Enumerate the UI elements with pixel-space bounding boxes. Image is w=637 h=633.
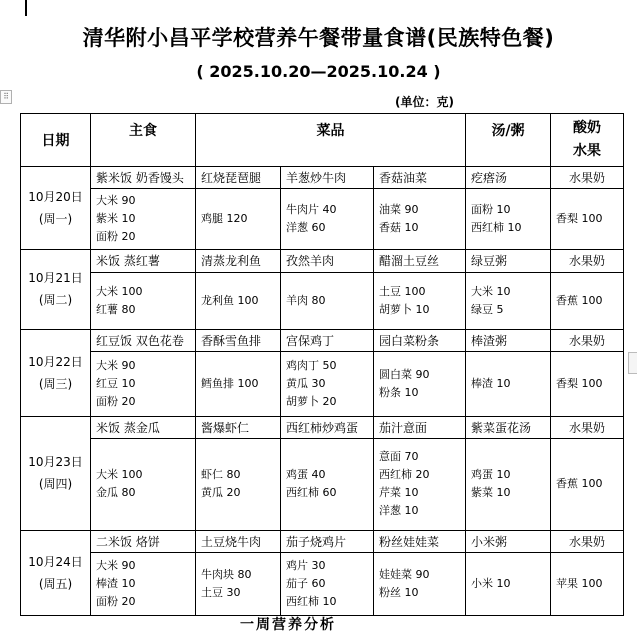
ingredient-line: 圆白菜 90 xyxy=(379,367,430,381)
ingredient-line: 西红柿 10 xyxy=(286,594,337,608)
dish-name: 土豆烧牛肉 xyxy=(196,530,281,552)
dish-name: 紫菜蛋花汤 xyxy=(466,416,551,438)
dish-ingredients xyxy=(466,272,551,329)
ingredient-line: 金瓜 80 xyxy=(96,486,136,500)
day-name-row xyxy=(21,530,624,552)
page-title: 清华附小昌平学校营养午餐带量食谱(民族特色餐) xyxy=(82,26,555,50)
ingredient-line: 牛肉片 40 xyxy=(286,203,337,217)
ingredient-line: 龙利鱼 100 xyxy=(201,293,259,307)
ingredient-line: 鸡片 30 xyxy=(286,558,326,572)
ingredient-line: 面粉 20 xyxy=(96,394,136,408)
ingredient-line: 意面 70 xyxy=(379,450,419,464)
dish-ingredients xyxy=(281,552,374,615)
dish-name: 羊葱炒牛肉 xyxy=(281,167,374,189)
header-milk-fruit: 酸奶 水果 xyxy=(551,114,624,167)
ingredient-line: 紫米 10 xyxy=(96,212,136,226)
dish-ingredients xyxy=(196,552,281,615)
dish-ingredients xyxy=(466,189,551,250)
menu-body xyxy=(21,167,624,616)
dish-ingredients xyxy=(374,552,466,615)
dish-name: 米饭 蒸金瓜 xyxy=(91,416,196,438)
day-cell xyxy=(21,416,91,530)
ingredient-line: 大米 10 xyxy=(471,284,511,298)
ingredient-line: 土豆 30 xyxy=(201,585,241,599)
day-ingredient-row xyxy=(21,552,624,615)
ingredient-line: 面粉 20 xyxy=(96,230,136,244)
day-ingredient-row xyxy=(21,189,624,250)
menu-table xyxy=(20,113,624,616)
ingredient-line: 西红柿 10 xyxy=(471,221,522,235)
ingredient-line: 娃娃菜 90 xyxy=(379,567,430,581)
dish-ingredients xyxy=(281,439,374,530)
ingredient-line: 大米 100 xyxy=(96,284,143,298)
text-cursor xyxy=(25,0,27,16)
ingredient-line: 胡萝卜 20 xyxy=(286,394,337,408)
day-name-row xyxy=(21,416,624,438)
day-date: 10月23日 xyxy=(28,455,83,470)
ingredient-line: 棒渣 10 xyxy=(96,576,136,590)
dish-name: 疙瘩汤 xyxy=(466,167,551,189)
dish-ingredients xyxy=(374,351,466,416)
day-weekday: (周一) xyxy=(38,212,73,227)
dish-ingredients xyxy=(91,272,196,329)
dish-ingredients xyxy=(551,351,624,416)
dish-ingredients xyxy=(196,439,281,530)
ingredient-line: 小米 10 xyxy=(471,576,511,590)
dish-ingredients xyxy=(374,439,466,530)
footer-partial-heading: 一周营养分析 xyxy=(240,617,336,633)
dish-name: 粉丝娃娃菜 xyxy=(374,530,466,552)
ingredient-line: 香蕉 100 xyxy=(556,293,603,307)
dish-name: 茄子烧鸡片 xyxy=(281,530,374,552)
dish-name: 红烧琵琶腿 xyxy=(196,167,281,189)
ingredient-line: 棒渣 10 xyxy=(471,376,511,390)
dish-ingredients xyxy=(374,272,466,329)
ingredient-line: 红薯 80 xyxy=(96,302,136,316)
dish-ingredients xyxy=(91,189,196,250)
ingredient-line: 芹菜 10 xyxy=(379,486,419,500)
dish-ingredients xyxy=(466,439,551,530)
dish-ingredients xyxy=(551,189,624,250)
dish-ingredients xyxy=(91,552,196,615)
ingredient-line: 虾仁 80 xyxy=(201,468,241,482)
dish-ingredients xyxy=(466,552,551,615)
dish-ingredients xyxy=(91,439,196,530)
ingredient-line: 紫菜 10 xyxy=(471,486,511,500)
dish-name: 香菇油菜 xyxy=(374,167,466,189)
ingredient-line: 鳕鱼排 100 xyxy=(201,376,259,390)
side-scroll-handle[interactable] xyxy=(628,352,637,374)
ingredient-line: 洋葱 60 xyxy=(286,221,326,235)
header-soup: 汤/粥 xyxy=(466,114,551,167)
table-move-handle-icon[interactable]: ⠿ xyxy=(0,90,12,104)
dish-ingredients xyxy=(281,189,374,250)
ingredient-line: 鸡蛋 10 xyxy=(471,468,511,482)
ingredient-line: 大米 100 xyxy=(96,468,143,482)
dish-name: 香酥雪鱼排 xyxy=(196,329,281,351)
dish-name: 水果奶 xyxy=(551,530,624,552)
day-cell xyxy=(21,530,91,615)
dish-name: 孜然羊肉 xyxy=(281,250,374,272)
day-name-row xyxy=(21,329,624,351)
ingredient-line: 鸡肉丁 50 xyxy=(286,358,337,372)
ingredient-line: 土豆 100 xyxy=(379,284,426,298)
ingredient-line: 茄子 60 xyxy=(286,576,326,590)
ingredient-line: 洋葱 10 xyxy=(379,504,419,518)
ingredient-line: 大米 90 xyxy=(96,358,136,372)
ingredient-line: 面粉 20 xyxy=(96,594,136,608)
dish-ingredients xyxy=(374,189,466,250)
dish-name: 棒渣粥 xyxy=(466,329,551,351)
dish-name: 水果奶 xyxy=(551,416,624,438)
date-range: ( 2025.10.20—2025.10.24 ) xyxy=(196,62,441,81)
dish-name: 水果奶 xyxy=(551,250,624,272)
day-weekday: (周五) xyxy=(38,576,73,591)
unit-label: (单位：克) xyxy=(395,95,454,109)
dish-name: 茄汁意面 xyxy=(374,416,466,438)
ingredient-line: 油菜 90 xyxy=(379,203,419,217)
day-date: 10月24日 xyxy=(28,554,83,569)
dish-ingredients xyxy=(196,351,281,416)
day-ingredient-row xyxy=(21,272,624,329)
day-weekday: (周三) xyxy=(38,376,73,391)
ingredient-line: 香梨 100 xyxy=(556,212,603,226)
header-date: 日期 xyxy=(21,114,91,167)
dish-ingredients xyxy=(196,272,281,329)
ingredient-line: 羊肉 80 xyxy=(286,293,326,307)
day-cell xyxy=(21,329,91,416)
ingredient-line: 西红柿 20 xyxy=(379,468,430,482)
header-dishes: 菜品 xyxy=(196,114,466,167)
dish-name: 紫米饭 奶香馒头 xyxy=(91,167,196,189)
day-ingredient-row xyxy=(21,351,624,416)
ingredient-line: 香蕉 100 xyxy=(556,477,603,491)
ingredient-line: 胡萝卜 10 xyxy=(379,302,430,316)
dish-name: 水果奶 xyxy=(551,167,624,189)
dish-ingredients xyxy=(196,189,281,250)
day-cell xyxy=(21,167,91,250)
day-name-row xyxy=(21,250,624,272)
day-weekday: (周四) xyxy=(38,477,73,492)
dish-ingredients xyxy=(551,552,624,615)
ingredient-line: 粉丝 10 xyxy=(379,585,419,599)
ingredient-line: 粉条 10 xyxy=(379,385,419,399)
dish-name: 水果奶 xyxy=(551,329,624,351)
ingredient-line: 苹果 100 xyxy=(556,576,603,590)
ingredient-line: 面粉 10 xyxy=(471,203,511,217)
day-name-row xyxy=(21,167,624,189)
day-date: 10月20日 xyxy=(28,190,83,205)
dish-name: 西红柿炒鸡蛋 xyxy=(281,416,374,438)
day-date: 10月22日 xyxy=(28,354,83,369)
day-weekday: (周二) xyxy=(38,293,73,308)
ingredient-line: 牛肉块 80 xyxy=(201,567,252,581)
ingredient-line: 大米 90 xyxy=(96,558,136,572)
dish-name: 酱爆虾仁 xyxy=(196,416,281,438)
dish-ingredients xyxy=(281,272,374,329)
dish-name: 宫保鸡丁 xyxy=(281,329,374,351)
ingredient-line: 香梨 100 xyxy=(556,376,603,390)
dish-name: 二米饭 烙饼 xyxy=(91,530,196,552)
dish-name: 绿豆粥 xyxy=(466,250,551,272)
dish-ingredients xyxy=(551,272,624,329)
dish-name: 米饭 蒸红薯 xyxy=(91,250,196,272)
ingredient-line: 西红柿 60 xyxy=(286,486,337,500)
ingredient-line: 鸡腿 120 xyxy=(201,212,248,226)
ingredient-line: 红豆 10 xyxy=(96,376,136,390)
ingredient-line: 绿豆 5 xyxy=(471,302,504,316)
dish-name: 小米粥 xyxy=(466,530,551,552)
dish-name: 醋溜土豆丝 xyxy=(374,250,466,272)
dish-ingredients xyxy=(551,439,624,530)
header-staple: 主食 xyxy=(91,114,196,167)
day-ingredient-row xyxy=(21,439,624,530)
ingredient-line: 大米 90 xyxy=(96,194,136,208)
day-date: 10月21日 xyxy=(28,271,83,286)
ingredient-line: 黄瓜 30 xyxy=(286,376,326,390)
ingredient-line: 黄瓜 20 xyxy=(201,486,241,500)
dish-name: 红豆饭 双色花卷 xyxy=(91,329,196,351)
dish-ingredients xyxy=(281,351,374,416)
day-cell xyxy=(21,250,91,329)
ingredient-line: 鸡蛋 40 xyxy=(286,468,326,482)
dish-name: 清蒸龙利鱼 xyxy=(196,250,281,272)
dish-name: 园白菜粉条 xyxy=(374,329,466,351)
dish-ingredients xyxy=(466,351,551,416)
dish-ingredients xyxy=(91,351,196,416)
ingredient-line: 香菇 10 xyxy=(379,221,419,235)
